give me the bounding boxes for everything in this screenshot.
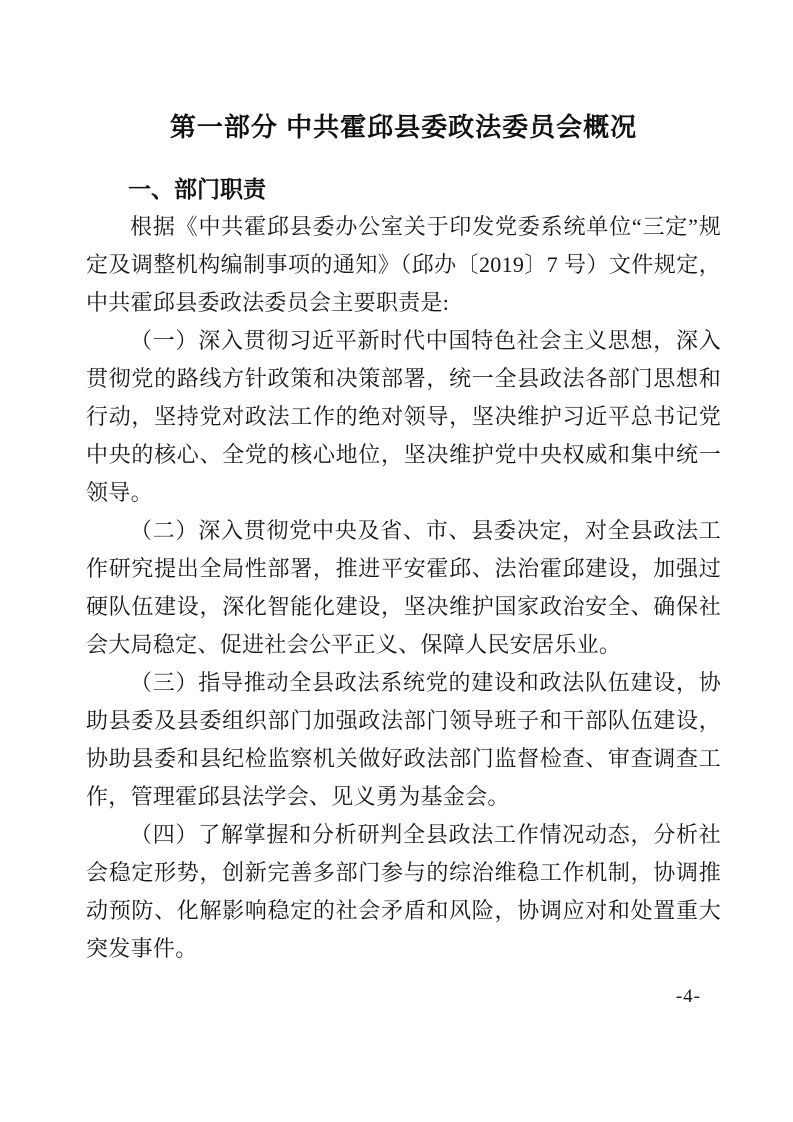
paragraph-duty-4: （四）了解掌握和分析研判全县政法工作情况动态，分析社会稳定形势，创新完善多部门参与的综治维稳工作机制，协调推动预防、化解影响稳定的社会矛盾和风险，协调应对和处置重大突发事件。 [86,822,721,961]
page-title: 第一部分 中共霍邱县委政法委员会概况 [169,112,638,142]
document-body [86,208,721,968]
section-heading: 一、部门职责 [128,176,266,202]
page-number: -4- [675,986,701,1007]
paragraph-intro: 根据《中共霍邱县委办公室关于印发党委系统单位“三定”规定及调整机构编制事项的通知》（邱办〔2019〕7 号）文件规定，中共霍邱县委政法委员会主要职责是: [86,214,721,315]
paragraph-duty-3: （三）指导推动全县政法系统党的建设和政法队伍建设，协助县委及县委组织部门加强政法部门领导班子和干部队伍建设，协助县委和县纪检监察机关做好政法部门监督检查、审查调查工作，管理霍邱县法学会、见义勇为基金会。 [86,670,721,809]
paragraph-duty-1: （一）深入贯彻习近平新时代中国特色社会主义思想，深入贯彻党的路线方针政策和决策部署，统一全县政法各部门思想和行动，坚持党对政法工作的绝对领导，坚决维护习近平总书记党中央的核心、全党的核心地位，坚决维护党中央权威和集中统一领导。 [86,328,721,505]
paragraph-duty-2: （二）深入贯彻党中央及省、市、县委决定，对全县政法工作研究提出全局性部署，推进平安霍邱、法治霍邱建设，加强过硬队伍建设，深化智能化建设，坚决维护国家政治安全、确保社会大局稳定、促进社会公平正义、保障人民安居乐业。 [86,518,721,657]
